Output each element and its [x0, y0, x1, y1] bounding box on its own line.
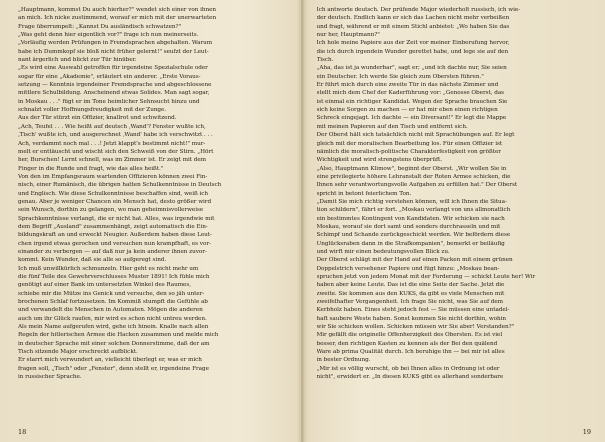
text-line: „Damit Sie mich richtig verstehen können, will ich Ihnen die Situa- — [316, 198, 507, 205]
text-line: nicht", erwidert er. „In diesen KUKS gibt es allerhand sonderbare — [316, 374, 504, 381]
text-line: in Moskau . . ." fügt er im Tone heimlicher Sehnsucht hinzu und — [18, 98, 200, 105]
text-line: Mir gefällt die originelle Offenherzigkeit des Obersten. Es ist viel — [316, 332, 503, 339]
text-line: in deutscher Sprache mit einer solchen Donnerstimme, daß der am — [18, 340, 210, 347]
text-line: wir Sie schicken wollen. Schicken müssen wir Sie aber! Verstanden?" — [316, 324, 515, 331]
text-line: chen irgend etwas gerochen und versuchen nun krampfhaft, es vor- — [18, 240, 211, 247]
text-line: Schimpf und Schande zurückgeschickt werden. Wir befördern diese — [316, 232, 511, 239]
right-page-text — [317, 6, 596, 381]
text-line: nisch, einer Rumänisch, die übrigen hatten Schulkenntnisse in Deutsch — [18, 182, 222, 189]
text-line: Als mein Name aufgerufen wird, gehe ich hinein. Knalle nach allen — [18, 324, 209, 331]
text-line: her, Burschen! Lernt schnell, was im Zimmer ist. Er zeigt mit dem — [18, 157, 206, 164]
text-line: brochenen Schlaf fortzusetzen. Im Kommiß stumpft die Gefühle ab — [18, 299, 208, 306]
text-line: und fragt, während er mit einem Stichl anbietet: „Wo haben Sie das — [316, 23, 510, 30]
text-line: Moskau, worauf sie dort samt und sonders durchrasseln und mit — [316, 223, 501, 230]
text-line: Ihnen sehr verantwortungsvolle Aufgaben zu erfüllen hat." Der Oberst — [316, 182, 518, 189]
text-line: bildungskraft an und erweckt Neugier. Außerdem haben diese Leut- — [18, 232, 212, 239]
text-line: nant ärgerlich und blickt zur Tür hinüber. — [18, 57, 137, 64]
text-line: „Also, Hauptmann Klimow", beginnt der Oberst. „Wir wollen Sie in — [316, 165, 507, 172]
text-line: genötigt auf einer Bank im untersetzten Winkel des Raumes, — [18, 282, 191, 289]
text-line: Wichtigkeit und wird strengstens überprüft. — [316, 157, 443, 164]
text-line: Aus der Tür stürzt ein Offizier, knallrot und schwitzend. — [18, 115, 177, 122]
text-line: einander zu verbergen — auf daß nur ja kein anderer ihnen zuvor- — [18, 248, 207, 255]
text-line: sein Wunsch, dorthin zu gelangen, wo man geheimnisvollerweise — [18, 207, 204, 214]
text-line: auch um ihr Glück raufen, mir wird es schon nicht untreu werden. — [18, 315, 207, 322]
text-line: setzung — Kenntnis irgendeiner Fremdsprache und abgeschlossene — [18, 82, 212, 89]
text-line: schnalzt voller Hoffnungsfreudigkeit mit der Zunge. — [18, 107, 167, 114]
text-line: ein Deutscher. Ich werde Sie gleich zum Obersten führen." — [316, 73, 484, 80]
text-line: melt er enttäuscht und wischt sich den Schweiß von der Stirn. „Hört — [18, 148, 214, 155]
text-line: Finger in die Runde und fragt, wie das alles heißt." — [18, 165, 164, 172]
text-line: genau. Aber je weniger Chancen ein Mensch hat, desto größer wird — [18, 198, 212, 205]
text-line: in bester Ordnung. — [316, 357, 371, 364]
text-line: „Vorläufig werden Prüfungen in Fremdsprachen abgehalten. Warum — [18, 40, 213, 47]
text-line: „Mir ist es völlig wurscht, ob bei Ihnen alles in Ordnung ist oder — [316, 365, 500, 372]
text-line: nur her, Hauptmann?" — [316, 32, 380, 39]
text-line: ‚Tisch' wußte ich, und ausgerechnet ‚Wand' habe ich verschwitzt . . . — [18, 132, 213, 139]
left-page-number: 18 — [18, 428, 27, 436]
text-line: stellt mich dem Chef der Kaderführung vor: „Genosse Oberst, das — [316, 90, 505, 97]
text-line: „Was geht denn hier eigentlich vor?" frage ich nun meinerseits. — [18, 32, 199, 39]
text-line: zweifelhafter Vergangenheit. Ich frage Sie nicht, was Sie auf dem — [316, 299, 504, 306]
text-line: spruchen jetzt von jedem Monat mit der Forderung — schickt Leute her! Wir — [316, 274, 536, 280]
text-line: Tisch sitzende Major erschreckt aufblickt. — [18, 349, 138, 356]
text-line: sich keine Sorgen zu machen — er hat mir eben einen richtigen — [316, 107, 498, 114]
text-line: Ich hole meine Papiere aus der Zeit vor meiner Einberufung hervor, — [316, 40, 510, 47]
right-page-number: 19 — [582, 428, 591, 436]
left-page-text — [18, 6, 293, 381]
text-line: Ach, verdammt noch mal . . .! Jetzt klappt's bestimmt nicht!" mur- — [18, 140, 206, 147]
text-line: Ich muß unwillkürlich schmunzeln. Hier geht es nicht mehr um — [18, 265, 199, 272]
text-line: dem Begriff „Ausland" zusammenhängt, zeigt automatisch die Ein- — [18, 223, 208, 230]
text-line: spricht in betont feierlichem Ton. — [316, 190, 412, 197]
text-line: Der Oberst schlägt mit der Hand auf einen Packen mit einem grünen — [316, 257, 513, 264]
text-line: und wirft mir einen bedeutungsvollen Blick zu. — [316, 248, 450, 255]
text-line: Kerbholz haben. Eines steht jedoch fest — Sie müssen eine untadel- — [316, 307, 510, 314]
text-line: schiebe mir die Mütze ins Genick und versuche, den so jäh unter- — [18, 290, 205, 297]
text-line: Doppelstrich versehener Papiere und fügt hinzu: „Moskau bean- — [316, 265, 500, 272]
text-line: „Hauptmann, kommst Du auch hierher?" wendet sich einer von ihnen — [18, 7, 217, 13]
text-line: zweite. Sie kommen aus den KUKS, da gibt es viele Menschen mit — [316, 290, 505, 297]
text-line: die ich durch irgendein Wunder gerettet habe, und lege sie auf den — [316, 48, 509, 55]
text-line: mittlere Schulbildung. Anscheinend etwas Solides. Man sagt sogar, — [18, 90, 210, 97]
text-line: haft saubere Weste haben. Sonst kommen Sie nicht dorthin, wohin — [316, 315, 507, 322]
text-line: Der Oberst hält sich tatsächlich nicht mit Sprachübungen auf. Er legt — [316, 132, 515, 139]
text-line: und Englisch. Wie diese Schulkenntnisse beschaffen sind, weiß ich — [18, 190, 208, 197]
text-line: „Aha, das ist ja wunderbar", sagt er; „und ich dachte nur, Sie seien — [316, 65, 507, 72]
text-line: an mich. Ich nicke zustimmend, worauf er mich mit der unerwarteten — [18, 15, 217, 22]
text-line: Er starrt mich verwundert an, vielleicht überlegt er, was er mich — [18, 357, 202, 364]
text-line: Von den im Empfangsraum wartenden Offizieren können zwei Fin- — [18, 173, 208, 180]
text-line: „Ach, Teufel . . . Wie heißt auf deutsch ‚Wand'? Fenster wußte ich, — [18, 123, 206, 130]
text-line: Unglücksraben dann in die Strafkompanien", bemerkt er beiläufig — [316, 240, 505, 247]
text-line: ein bestimmtes Kontingent von Kandidaten. Wir schicken sie nach — [316, 215, 505, 222]
text-line: Tisch. — [316, 57, 334, 64]
text-line: ist einmal ein richtiger Kandidat. Wegen der Sprache brauchen Sie — [316, 98, 508, 105]
text-line: der deutsch. Endlich kann er sich das Lachen nicht mehr verbeißen — [316, 15, 510, 22]
text-line: gleich mit der moralischen Bearbeitung los. Für einen Offizier ist — [316, 140, 503, 147]
text-line: Ich antworte deutsch. Der prüfende Major wiederholt russisch, ich wie- — [316, 7, 521, 13]
text-line: kommt. Kein Wunder, daß sie alle so aufgeregt sind. — [18, 257, 167, 264]
text-line: Regeln der hitlerischen Armee die Hacken zusammen und melde mich — [18, 332, 219, 339]
text-line: Frage überrumpelt: „Kannst Du ausländisch schwatzen?" — [18, 23, 182, 30]
text-line: nämlich die moralisch-politische Charakterfestigkeit von größter — [316, 148, 501, 155]
text-line: haben aber keine Leute. Das ist die eine Seite der Sache. Jetzt die — [316, 282, 505, 289]
text-line: eine privilegierte höhere Lehranstalt der Roten Armee schicken, die — [316, 173, 511, 180]
text-line: sogar für eine „Akademie", erläutert ein anderer. „Erste Voraus- — [18, 73, 201, 80]
text-line: mit meinen Papieren auf den Tisch und entfernt sich. — [316, 123, 468, 130]
text-line: „Es wird eine Auswahl getroffen für irgendeine Spezialschule oder — [18, 65, 208, 72]
text-line: tion schildern", fährt er fort. „Moskau verlangt von uns allmonatlich — [316, 207, 511, 214]
text-line: Er führt mich durch eine zweite Tür in das nächste Zimmer und — [316, 82, 499, 89]
text-line: besser, den richtigen Kasten zu kennen als der Bei den quälend — [316, 340, 498, 347]
right-page — [303, 0, 605, 442]
text-line: die fünf Teile des Gewehrverschlusses Muster 1891! Ich fühle mich — [18, 274, 210, 280]
text-line: und verwandelt die Menschen in Automaten. Mögen die anderen — [18, 307, 203, 314]
text-line: Ware ab prima Qualität durch. Ich beruhige ihn — bei mir ist alles — [316, 349, 505, 356]
text-line: Schreck eingejagt. Ich dachte — ein Diversant!" Er legt die Mappe — [316, 115, 507, 122]
text-line: fragen soll, „Tisch" oder „Fenster", denn stellt er, irgendeine Frage — [18, 365, 209, 372]
text-line: habe ich Dummkopf sie bloß nicht früher gelernt!" seufzt der Leut- — [18, 48, 209, 55]
text-line: in russischer Sprache. — [18, 374, 82, 381]
text-line: Sprachkenntnisse verlangt, die er nicht hat. Alles, was irgendwie mit — [18, 215, 215, 222]
